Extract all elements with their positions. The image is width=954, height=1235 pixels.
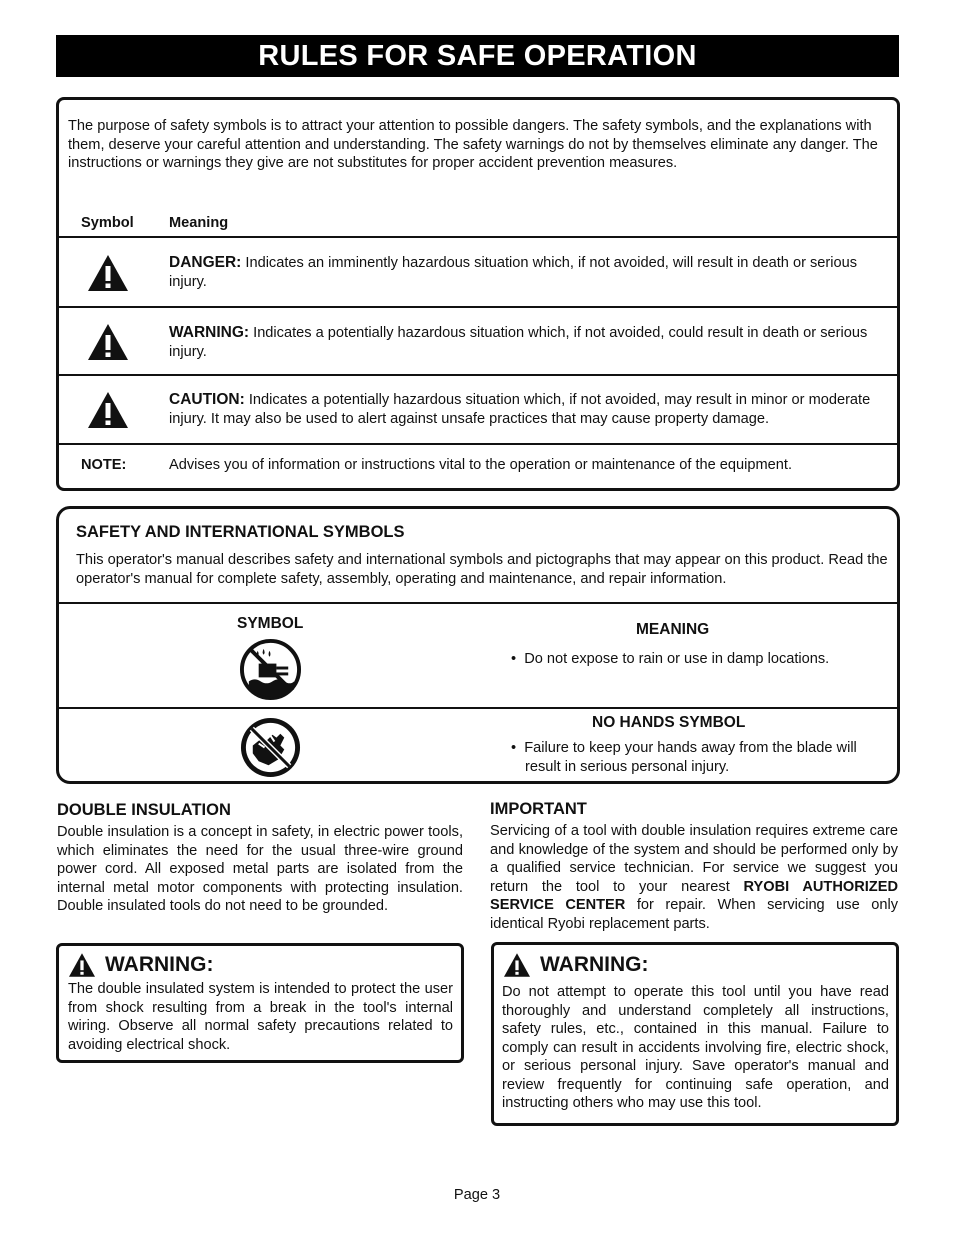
warning-box-left	[56, 943, 464, 1063]
divider	[59, 707, 897, 709]
intl-description: This operator's manual describes safety and international symbols and pictographs that may appear on this product. Read the operator's manual for complete safety, assembly, operating and maintenance, and repair information.	[76, 552, 888, 587]
caution-row	[169, 391, 894, 428]
warning-label: WARNING:	[169, 324, 250, 341]
note-label: NOTE:	[81, 457, 127, 473]
meaning-text-1: Do not expose to rain or use in damp locations.	[524, 651, 830, 667]
meaning-text-2: Failure to keep your hands away from the blade will result in serious personal injury.	[524, 740, 857, 775]
caution-text: Indicates a potentially hazardous situation which, if not avoided, may result in minor or moderate injury. It may also be used to alert against unsafe practices that may cause property damage.	[169, 392, 871, 427]
divider	[59, 306, 897, 308]
no-hands-title: NO HANDS SYMBOL	[592, 714, 746, 731]
warning-title-text: WARNING:	[540, 953, 649, 976]
note-text: Advises you of information or instructions vital to the operation or maintenance of the equipment.	[169, 457, 793, 473]
divider	[59, 602, 897, 604]
warning-triangle-icon	[86, 322, 130, 362]
symbol-column-header: Symbol	[81, 215, 134, 231]
important-text	[490, 822, 898, 933]
intl-heading: SAFETY AND INTERNATIONAL SYMBOLS	[76, 523, 405, 541]
divider	[59, 443, 897, 445]
important-text-b: for repair. When servicing use only identical Ryobi replacement parts.	[490, 897, 899, 932]
warning-text: Indicates a potentially hazardous situation which, if not avoided, could result in death or serious injury.	[169, 325, 868, 360]
warning-box-right	[491, 942, 899, 1126]
safety-symbols-box	[56, 97, 900, 491]
danger-label: DANGER:	[169, 254, 242, 271]
divider	[59, 236, 897, 238]
warning-title-left	[67, 952, 214, 978]
no-hands-icon	[239, 716, 302, 779]
danger-text: Indicates an imminently hazardous situation which, if not avoided, will result in death or serious injury.	[169, 255, 858, 290]
warning-triangle-icon	[502, 952, 532, 978]
warning-triangle-icon	[86, 253, 130, 293]
service-center-name: RYOBI AUTHORIZED SERVICE CENTER	[490, 878, 898, 913]
page-number: Page 3	[453, 1187, 501, 1203]
bullet: •	[511, 740, 525, 756]
no-rain-damp-icon	[239, 638, 302, 701]
warning-title-text: WARNING:	[105, 953, 214, 976]
warning-text-left: The double insulated system is intended to protect the user from shock resulting from a break in the tool's internal wiring. Observe all normal safety precautions related to avoiding electrical shock.	[68, 981, 453, 1053]
warning-row	[169, 324, 884, 361]
warning-triangle-icon	[67, 952, 97, 978]
warning-triangle-icon	[86, 390, 130, 430]
double-insulation-text: Double insulation is a concept in safety, in electric power tools, which eliminates the need for the usual three-wire ground power cord. All exposed metal parts are isolated from the internal metal motor components with protecting insulation. Double insulated tools do not need to be grounded.	[57, 824, 463, 914]
meaning-column-header: Meaning	[169, 215, 229, 231]
meaning-column-header: MEANING	[636, 621, 710, 638]
symbol-column-header: SYMBOL	[237, 615, 304, 632]
warning-text-right: Do not attempt to operate this tool until you have read thoroughly and understand completely all instructions, safety rules, etc., contained in this manual. Failure to comply can result in accidents involving fire, electric shock, or serious personal injury. Save operator's manual and review frequently for continuing safe operation, and instructing others who may use this tool.	[502, 984, 889, 1111]
divider	[59, 374, 897, 376]
page-title: RULES FOR SAFE OPERATION	[56, 35, 899, 77]
meaning-bullet-2	[511, 739, 875, 776]
danger-row	[169, 254, 884, 291]
caution-label: CAUTION:	[169, 391, 245, 408]
international-symbols-box	[56, 506, 900, 784]
double-insulation-heading: DOUBLE INSULATION	[57, 801, 231, 819]
warning-title-right	[502, 952, 649, 978]
meaning-bullet-1	[511, 650, 881, 669]
bullet: •	[511, 651, 525, 667]
important-heading: IMPORTANT	[490, 800, 587, 818]
important-text-a: Servicing of a tool with double insulation requires extreme care and knowledge of the system and should be performed only by a qualified service technician. For service we suggest you return the tool to your nearest	[490, 823, 898, 895]
intro-text: The purpose of safety symbols is to attract your attention to possible dangers. The safety symbols, and the explanations with them, deserve your careful attention and understanding. The safety warnings do not by themselves eliminate any danger. The instructions or warnings they give are not substitutes for proper accident prevention measures.	[68, 118, 878, 171]
